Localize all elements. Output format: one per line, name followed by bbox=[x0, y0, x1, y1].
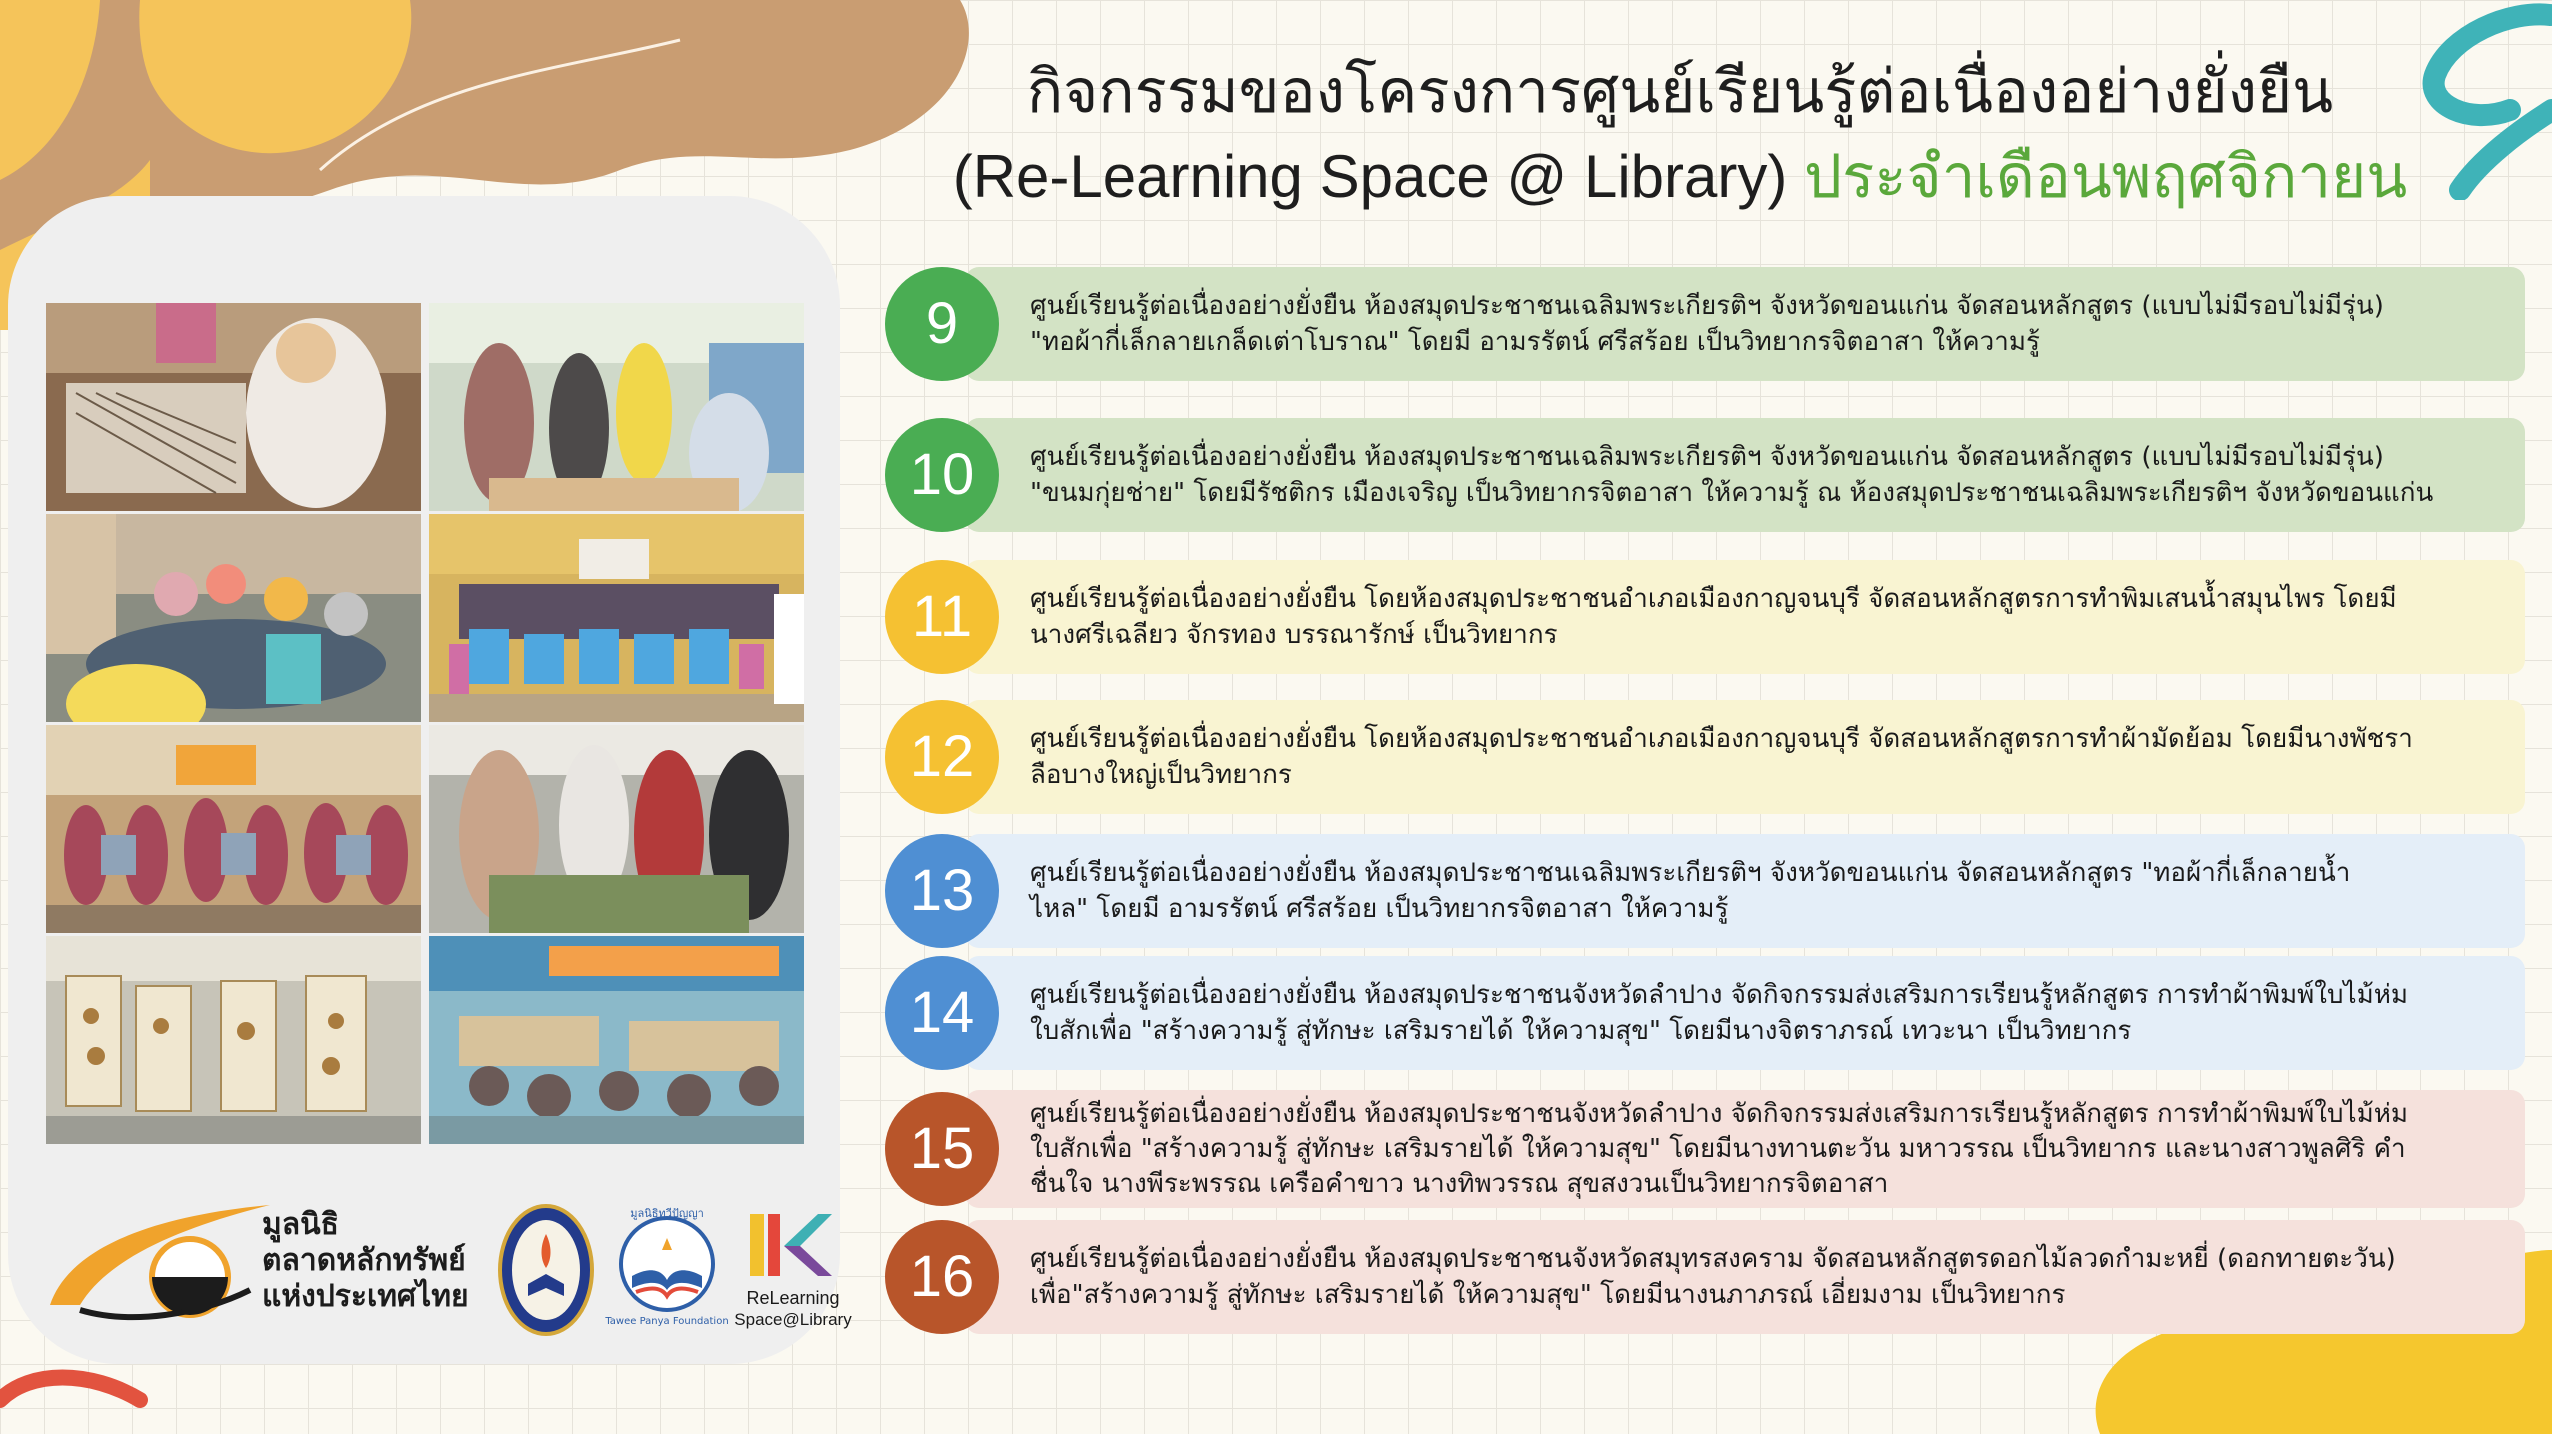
activity-number-badge: 12 bbox=[885, 700, 999, 814]
activity-row-10 bbox=[885, 418, 2525, 532]
activity-description bbox=[1030, 1090, 2505, 1208]
photo-library-group bbox=[46, 725, 421, 933]
set-swoosh-icon bbox=[40, 1195, 280, 1335]
activity-row-15 bbox=[885, 1090, 2525, 1208]
photo-basket-class bbox=[46, 514, 421, 722]
photo-cooking-demo bbox=[429, 725, 804, 933]
tawee-english-name: Tawee Panya Foundation bbox=[605, 1316, 729, 1327]
activity-line: ศูนย์เรียนรู้ต่อเนื่องอย่างยั่งยืน ห้องสมุดประชาชนเฉลิมพระเกียรติฯ จังหวัดขอนแก่น จัดสอนหลักสูตร (แบบไม่มีรอบไม่มีรุ่น) bbox=[1030, 291, 2384, 321]
activity-number-badge: 13 bbox=[885, 834, 999, 948]
activity-row-16 bbox=[885, 1220, 2525, 1334]
ministry-seal-logo bbox=[498, 1204, 594, 1336]
activity-row-9 bbox=[885, 267, 2525, 381]
activity-row-13 bbox=[885, 834, 2525, 948]
photo-leaf-print-display bbox=[46, 936, 421, 1144]
photo-workshop-room bbox=[429, 936, 804, 1144]
tawee-panya-logo bbox=[605, 1204, 729, 1336]
relearning-line-1: ReLearning bbox=[746, 1288, 840, 1308]
tawee-arc-text: มูลนิธิทวีปัญญา bbox=[630, 1207, 704, 1220]
activity-line: ศูนย์เรียนรู้ต่อเนื่องอย่างยั่งยืน ห้องสมุดประชาชนเฉลิมพระเกียรติฯ จังหวัดขอนแก่น จัดสอนหลักสูตร "ทอผ้ากี่เล็กลายน้ำ bbox=[1030, 858, 2351, 888]
activity-line: เพื่อ"สร้างความรู้ สู่ทักษะ เสริมรายได้ ให้ความสุข" โดยมีนางนภาภรณ์ เอี่ยมงาม เป็นวิทยากร bbox=[1030, 1280, 2066, 1310]
activity-description bbox=[1030, 834, 2505, 948]
activity-number-badge: 16 bbox=[885, 1220, 999, 1334]
tawee-book-icon bbox=[612, 1214, 722, 1314]
relearning-logo bbox=[728, 1206, 858, 1336]
photo-weaving-loom bbox=[46, 303, 421, 511]
decor-bottom-left-arc bbox=[0, 1360, 160, 1434]
activity-line: ศูนย์เรียนรู้ต่อเนื่องอย่างยั่งยืน โดยห้องสมุดประชาชนอำเภอเมืองกาญจนบุรี จัดสอนหลักสูตรการทำผ้ามัดย้อม โดยมีนางพัชรา bbox=[1030, 724, 2413, 754]
activity-number-badge: 9 bbox=[885, 267, 999, 381]
activity-line: ศูนย์เรียนรู้ต่อเนื่องอย่างยั่งยืน โดยห้องสมุดประชาชนอำเภอเมืองกาญจนบุรี จัดสอนหลักสูตรการทำพิมเสนน้ำสมุนไพร โดยมี bbox=[1030, 584, 2397, 614]
activity-row-12 bbox=[885, 700, 2525, 814]
set-line-3: แห่งประเทศไทย bbox=[262, 1279, 469, 1314]
activity-line: ศูนย์เรียนรู้ต่อเนื่องอย่างยั่งยืน ห้องสมุดประชาชนจังหวัดลำปาง จัดกิจกรรมส่งเสริมการเรียนรู้หลักสูตร การทำผ้าพิมพ์ใบไม้ห่ม bbox=[1030, 980, 2408, 1010]
activity-description bbox=[1030, 267, 2505, 381]
activity-description bbox=[1030, 956, 2505, 1070]
title-month: ประจำเดือนพฤศจิกายน bbox=[1804, 142, 2408, 212]
activity-line: "ทอผ้ากี่เล็กลายเกล็ดเต่าโบราณ" โดยมี อามรรัตน์ ศรีสร้อย เป็นวิทยากรจิตอาสา ให้ความรู้ bbox=[1030, 327, 2040, 357]
activity-row-14 bbox=[885, 956, 2525, 1070]
activity-line: ชื่นใจ นางพีระพรรณ เครือคำขาว นางทิพวรรณ สุขสงวนเป็นวิทยากรจิตอาสา bbox=[1030, 1168, 1889, 1199]
photo-collage bbox=[46, 303, 804, 1145]
activity-line: ใบสักเพื่อ "สร้างความรู้ สู่ทักษะ เสริมรายได้ ให้ความสุข" โดยมีนางจิตราภรณ์ เทวะนา เป็นวิทยากร bbox=[1030, 1016, 2132, 1046]
activity-line: "ขนมกุ่ยช่าย" โดยมีรัชติกร เมืองเจริญ เป็นวิทยากรจิตอาสา ให้ความรู้ ณ ห้องสมุดประชาชนเฉลิมพระเกียรติฯ จังหวัดขอนแก่น bbox=[1030, 478, 2434, 508]
activity-number-badge: 10 bbox=[885, 418, 999, 532]
page-title bbox=[880, 52, 2480, 222]
activity-line: ใบสักเพื่อ "สร้างความรู้ สู่ทักษะ เสริมรายได้ ให้ความสุข" โดยมีนางทานตะวัน มหาวรรณ เป็นวิทยากร และนางสาวพูลศิริ คำ bbox=[1030, 1133, 2406, 1164]
title-english: (Re-Learning Space @ Library) bbox=[952, 143, 1788, 210]
activity-description bbox=[1030, 560, 2505, 674]
photo-group-kitchen bbox=[429, 303, 804, 511]
title-line-1: กิจกรรมของโครงการศูนย์เรียนรู้ต่อเนื่องอย่างยั่งยืน bbox=[1026, 57, 2334, 127]
activity-line: นางศรีเฉลียว จักรทอง บรรณารักษ์ เป็นวิทยากร bbox=[1030, 620, 1558, 650]
activity-number-badge: 15 bbox=[885, 1092, 999, 1206]
activity-number-badge: 11 bbox=[885, 560, 999, 674]
title-line-2 bbox=[880, 132, 2480, 222]
activity-line: ไหล" โดยมี อามรรัตน์ ศรีสร้อย เป็นวิทยากรจิตอาสา ให้ความรู้ bbox=[1030, 894, 1729, 924]
set-foundation-logo bbox=[40, 1195, 480, 1335]
activity-description bbox=[1030, 418, 2505, 532]
activity-line: ศูนย์เรียนรู้ต่อเนื่องอย่างยั่งยืน ห้องสมุดประชาชนเฉลิมพระเกียรติฯ จังหวัดขอนแก่น จัดสอนหลักสูตร (แบบไม่มีรอบไม่มีรุ่น) bbox=[1030, 442, 2384, 472]
activity-description bbox=[1030, 700, 2505, 814]
set-line-1: มูลนิธิ bbox=[262, 1207, 339, 1242]
activity-line: ศูนย์เรียนรู้ต่อเนื่องอย่างยั่งยืน ห้องสมุดประชาชนจังหวัดลำปาง จัดกิจกรรมส่งเสริมการเรียนรู้หลักสูตร การทำผ้าพิมพ์ใบไม้ห่ม bbox=[1030, 1098, 2408, 1129]
relearning-line-2: Space@Library bbox=[734, 1310, 852, 1329]
activity-description bbox=[1030, 1220, 2505, 1334]
set-foundation-name bbox=[262, 1207, 469, 1315]
activity-row-11 bbox=[885, 560, 2525, 674]
activity-line: ลือบางใหญ่เป็นวิทยากร bbox=[1030, 760, 1292, 790]
activity-number-badge: 14 bbox=[885, 956, 999, 1070]
activity-line: ศูนย์เรียนรู้ต่อเนื่องอย่างยั่งยืน ห้องสมุดประชาชนจังหวัดสมุทรสงคราม จัดสอนหลักสูตรดอกไม้ลวดกำมะหยี่ (ดอกทายตะวัน) bbox=[1030, 1244, 2396, 1274]
relearning-mark-icon bbox=[748, 1210, 838, 1280]
set-line-2: ตลาดหลักทรัพย์ bbox=[262, 1243, 466, 1278]
photo-tie-dye-group bbox=[429, 514, 804, 722]
